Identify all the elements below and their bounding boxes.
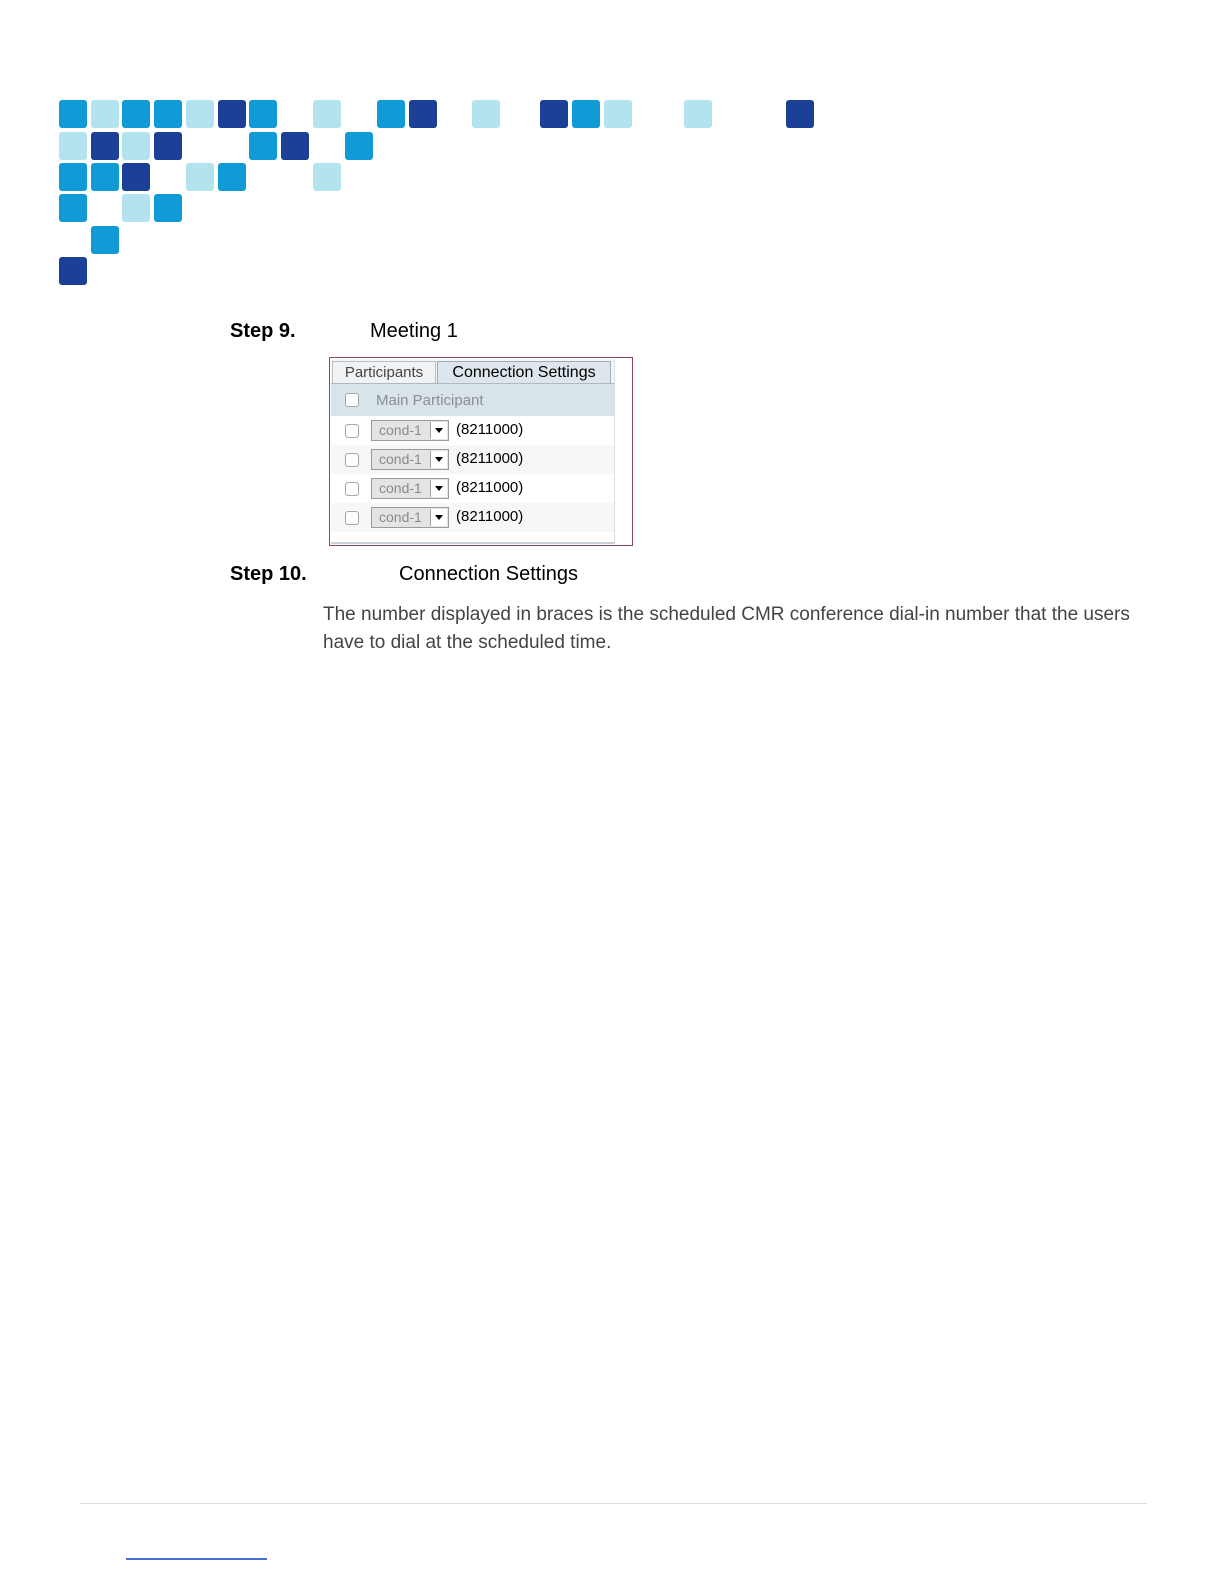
conductor-select[interactable] (371, 420, 449, 441)
step-10-label: Step 10. (230, 563, 307, 585)
mosaic-tile (59, 257, 87, 285)
mosaic-tile (154, 100, 182, 128)
mosaic-tile (313, 100, 341, 128)
mosaic-tile (91, 132, 119, 160)
mosaic-tile (218, 100, 246, 128)
conductor-select-value: cond-1 (379, 422, 422, 438)
footer-link-underline (126, 1558, 267, 1560)
mosaic-tile (59, 163, 87, 191)
panel-content (331, 359, 615, 544)
mosaic-tile (59, 194, 87, 222)
mosaic-tile (249, 100, 277, 128)
mosaic-tile (154, 194, 182, 222)
mosaic-tile (409, 100, 437, 128)
mosaic-tile (377, 100, 405, 128)
mosaic-tile (313, 163, 341, 191)
main-participant-checkbox[interactable] (345, 393, 359, 407)
dial-in-number: (8211000) (456, 479, 524, 496)
mosaic-tile (472, 100, 500, 128)
conductor-select[interactable] (371, 507, 449, 528)
mosaic-tile (684, 100, 712, 128)
mosaic-tile (540, 100, 568, 128)
conductor-select-value: cond-1 (379, 480, 422, 496)
chevron-down-icon[interactable] (430, 480, 447, 497)
mosaic-tile (122, 132, 150, 160)
main-participant-label: Main Participant (376, 392, 484, 409)
main-participant-header (331, 384, 614, 416)
conductor-select[interactable] (371, 449, 449, 470)
participant-list (331, 416, 614, 534)
row-checkbox[interactable] (345, 482, 359, 496)
chevron-down-icon[interactable] (430, 509, 447, 526)
tab-connection-settings[interactable]: Connection Settings (437, 361, 611, 383)
list-item (331, 474, 614, 503)
conductor-select-value: cond-1 (379, 451, 422, 467)
mosaic-tile (572, 100, 600, 128)
mosaic-tile (186, 163, 214, 191)
mosaic-tile (345, 132, 373, 160)
mosaic-tile (786, 100, 814, 128)
step-10-text: Connection Settings (399, 563, 579, 585)
list-item (331, 416, 614, 445)
mosaic-tile (91, 226, 119, 254)
mosaic-tile (122, 100, 150, 128)
mosaic-tile (186, 100, 214, 128)
tab-participants[interactable]: Participants (332, 361, 436, 383)
mosaic-tile (59, 100, 87, 128)
mosaic-tile (122, 163, 150, 191)
mosaic-tile (281, 132, 309, 160)
row-checkbox[interactable] (345, 424, 359, 438)
conductor-select-value: cond-1 (379, 509, 422, 525)
list-item (331, 445, 614, 474)
tab-bar (331, 359, 614, 384)
row-checkbox[interactable] (345, 453, 359, 467)
mosaic-tile (218, 163, 246, 191)
step-9-text: Meeting 1 (370, 320, 458, 342)
chevron-down-icon[interactable] (430, 451, 447, 468)
dial-in-number: (8211000) (456, 508, 524, 525)
step-9-label: Step 9. (230, 320, 296, 342)
dial-in-number: (8211000) (456, 450, 524, 467)
connection-settings-screenshot (329, 357, 633, 546)
chevron-down-icon[interactable] (430, 422, 447, 439)
row-checkbox[interactable] (345, 511, 359, 525)
list-item (331, 503, 614, 532)
mosaic-tile (91, 163, 119, 191)
description-paragraph: The number displayed in braces is the scheduled CMR conference dial-in number that the users have to dial at the scheduled time. (323, 604, 1130, 653)
footer-divider (80, 1503, 1147, 1504)
mosaic-tile (604, 100, 632, 128)
dial-in-number: (8211000) (456, 421, 524, 438)
mosaic-tile (122, 194, 150, 222)
conductor-select[interactable] (371, 478, 449, 499)
mosaic-tile (91, 100, 119, 128)
mosaic-tile (59, 132, 87, 160)
mosaic-tile (249, 132, 277, 160)
mosaic-tile (154, 132, 182, 160)
